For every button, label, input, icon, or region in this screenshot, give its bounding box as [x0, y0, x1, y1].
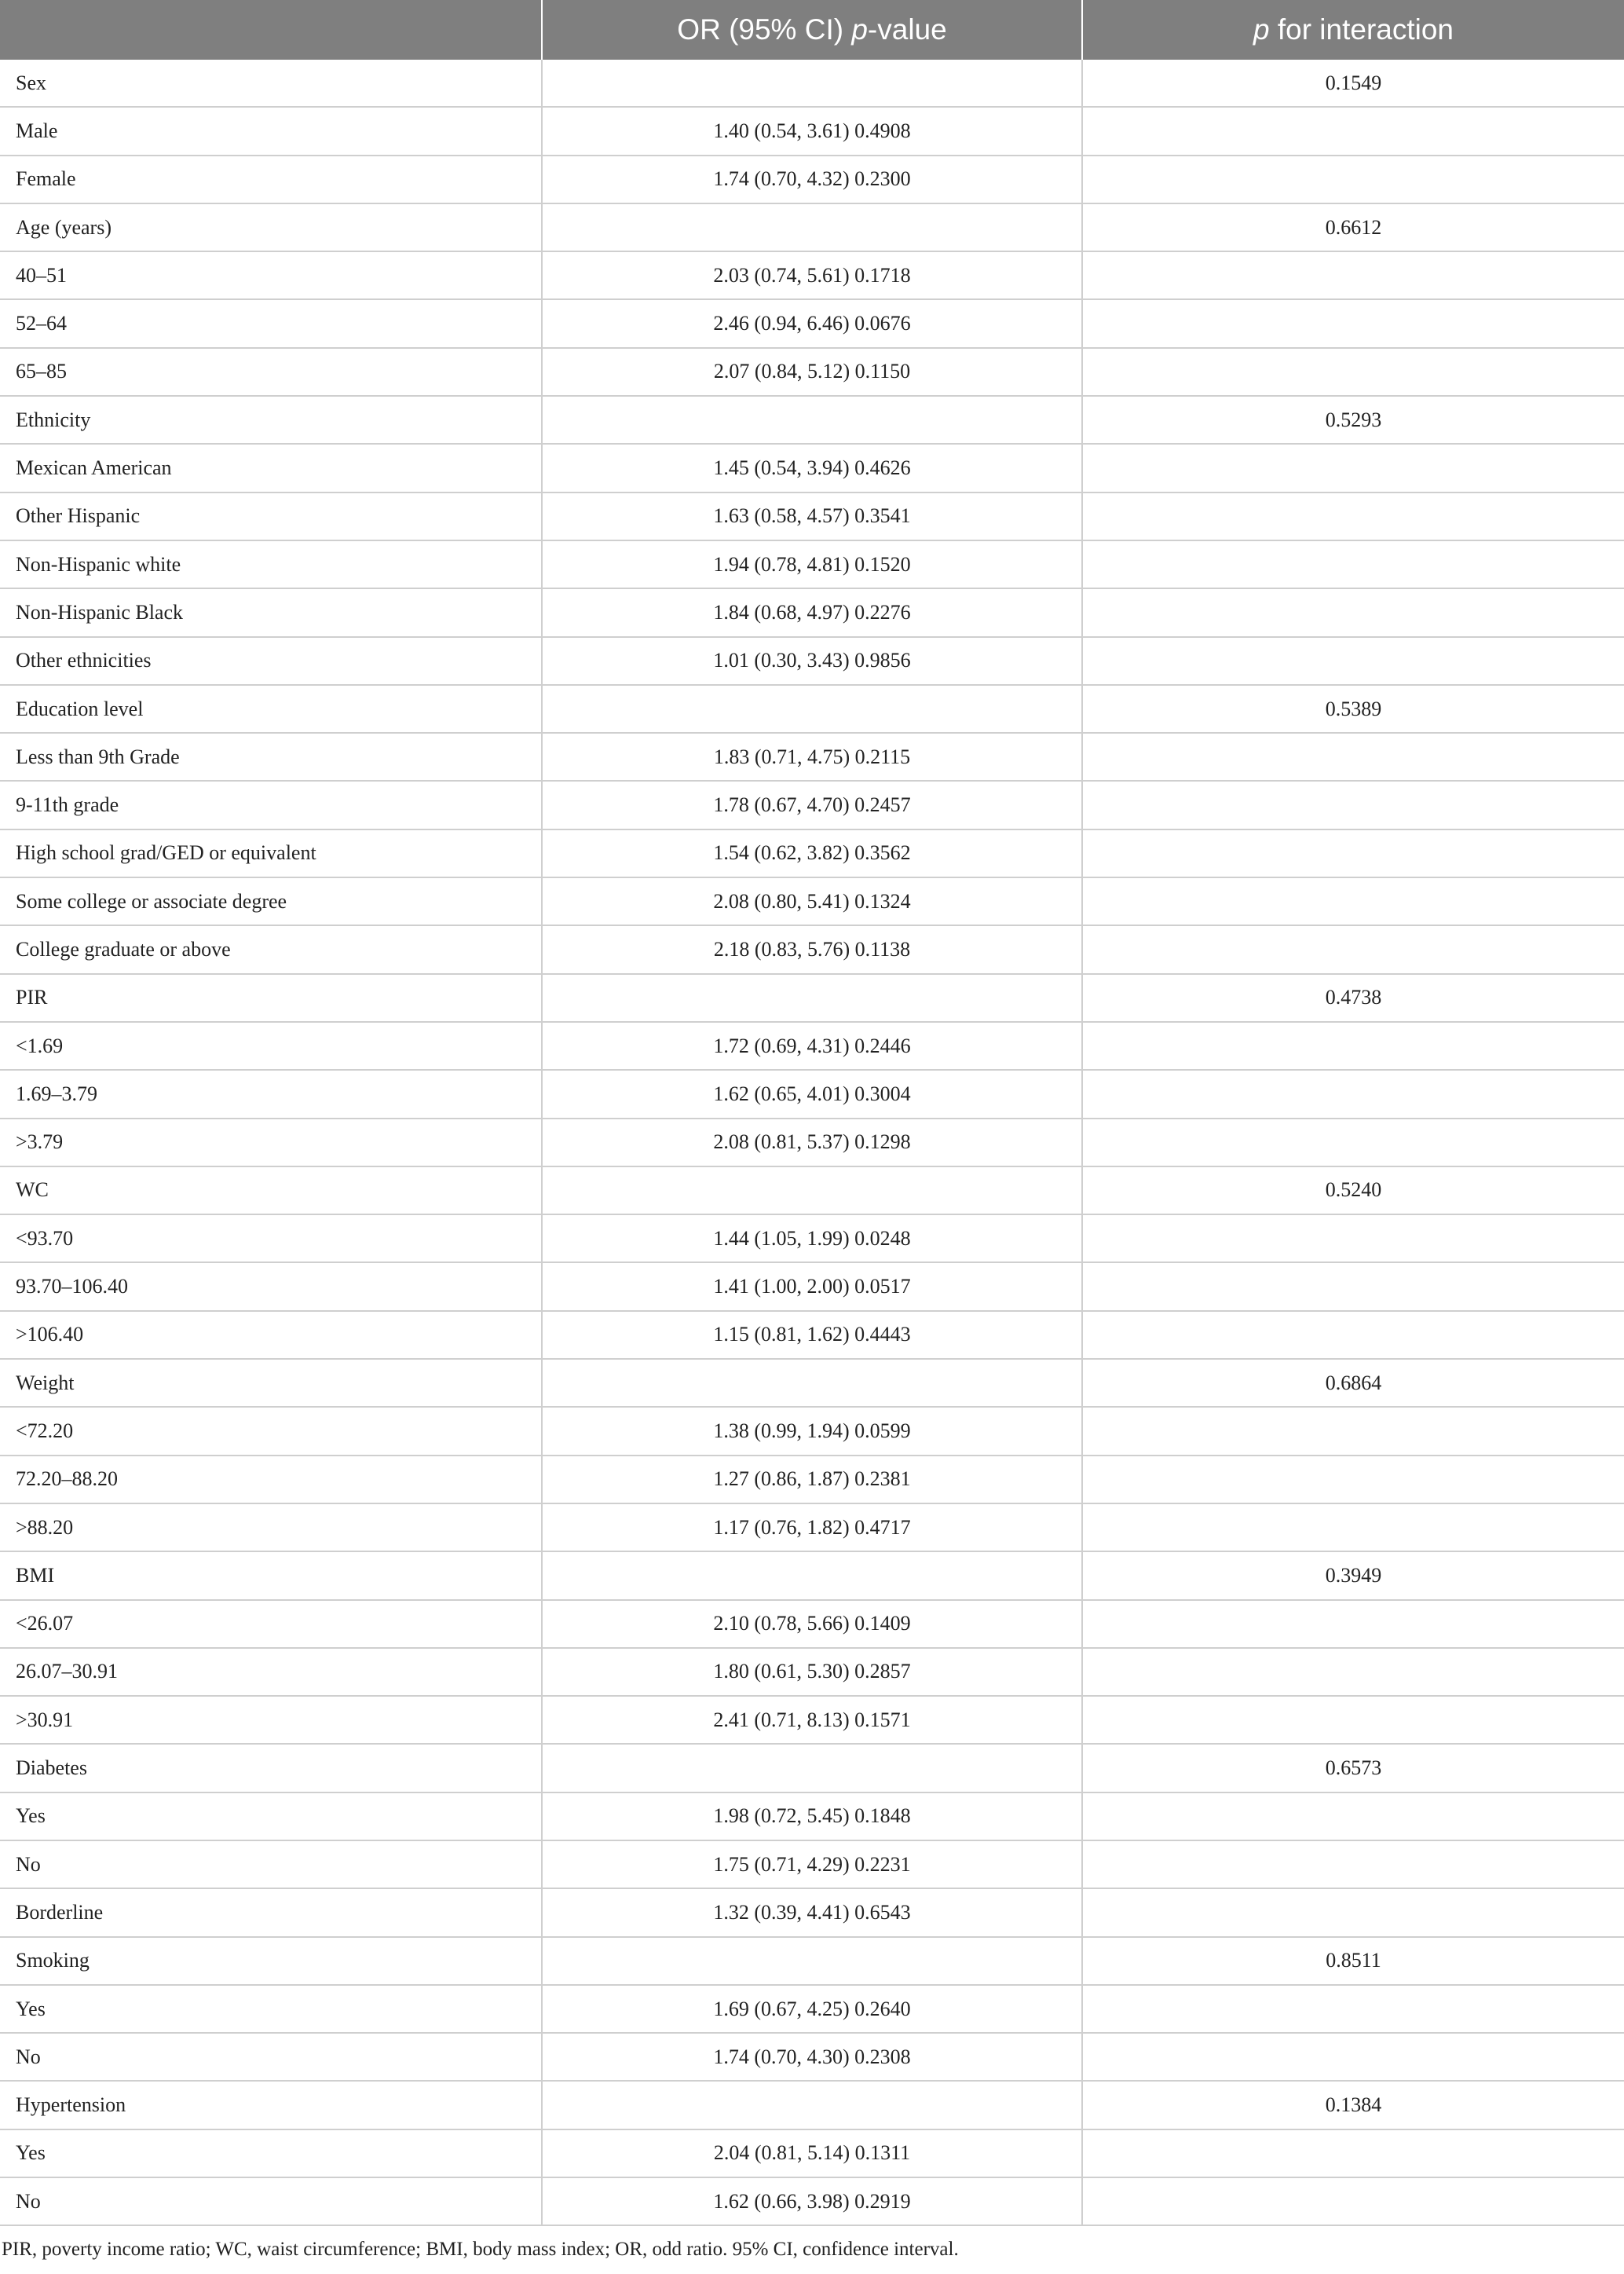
row-or-ci-pvalue: 1.80 (0.61, 5.30) 0.2857 [542, 1648, 1082, 1696]
row-label: >3.79 [0, 1119, 542, 1166]
row-label: 72.20–88.20 [0, 1456, 542, 1503]
row-label: 40–51 [0, 251, 542, 299]
row-p-interaction [1082, 1503, 1624, 1551]
row-p-interaction [1082, 493, 1624, 540]
table-row [0, 2033, 1624, 2081]
row-or-ci-pvalue: 1.62 (0.66, 3.98) 0.2919 [542, 2177, 1082, 2225]
table-body [0, 60, 1624, 2225]
row-label: Male [0, 107, 542, 155]
table-row [0, 1262, 1624, 1310]
row-label: Diabetes [0, 1744, 542, 1792]
table-row [0, 107, 1624, 155]
row-p-interaction [1082, 1792, 1624, 1840]
header-pint-suffix: for interaction [1269, 13, 1454, 46]
table-row [0, 1792, 1624, 1840]
row-label: Borderline [0, 1888, 542, 1936]
row-label: Age (years) [0, 203, 542, 251]
row-label: Sex [0, 60, 542, 107]
row-label: 52–64 [0, 299, 542, 347]
row-p-interaction [1082, 107, 1624, 155]
table-row [0, 1648, 1624, 1696]
row-p-interaction [1082, 1696, 1624, 1744]
row-p-interaction: 0.6573 [1082, 1744, 1624, 1792]
row-label: 65–85 [0, 348, 542, 396]
row-p-interaction [1082, 637, 1624, 685]
row-or-ci-pvalue [542, 396, 1082, 444]
row-label: <1.69 [0, 1022, 542, 1070]
row-label: BMI [0, 1551, 542, 1599]
row-label: PIR [0, 974, 542, 1022]
row-p-interaction [1082, 299, 1624, 347]
table-row [0, 1214, 1624, 1262]
table-row [0, 540, 1624, 588]
row-or-ci-pvalue: 1.75 (0.71, 4.29) 0.2231 [542, 1840, 1082, 1888]
table-row [0, 203, 1624, 251]
row-p-interaction [1082, 1311, 1624, 1359]
row-or-ci-pvalue: 1.84 (0.68, 4.97) 0.2276 [542, 588, 1082, 636]
row-or-ci-pvalue: 1.94 (0.78, 4.81) 0.1520 [542, 540, 1082, 588]
table-footnote: PIR, poverty income ratio; WC, waist circumference; BMI, body mass index; OR, odd ratio. 95% CI, confidence interval. [2, 2239, 959, 2261]
row-or-ci-pvalue: 2.07 (0.84, 5.12) 0.1150 [542, 348, 1082, 396]
row-label: Female [0, 156, 542, 203]
row-p-interaction: 0.6864 [1082, 1359, 1624, 1407]
table-row [0, 1022, 1624, 1070]
row-or-ci-pvalue: 1.40 (0.54, 3.61) 0.4908 [542, 107, 1082, 155]
row-p-interaction [1082, 877, 1624, 925]
table-row [0, 781, 1624, 829]
row-label: No [0, 1840, 542, 1888]
row-or-ci-pvalue: 1.62 (0.65, 4.01) 0.3004 [542, 1070, 1082, 1118]
table-row [0, 2081, 1624, 2129]
row-p-interaction [1082, 1119, 1624, 1166]
row-or-ci-pvalue: 2.46 (0.94, 6.46) 0.0676 [542, 299, 1082, 347]
row-label: 1.69–3.79 [0, 1070, 542, 1118]
row-p-interaction [1082, 1262, 1624, 1310]
row-label: Non-Hispanic white [0, 540, 542, 588]
table-row [0, 685, 1624, 733]
row-or-ci-pvalue: 2.08 (0.81, 5.37) 0.1298 [542, 1119, 1082, 1166]
row-p-interaction: 0.5240 [1082, 1166, 1624, 1214]
table-row [0, 1311, 1624, 1359]
row-label: Less than 9th Grade [0, 733, 542, 781]
row-or-ci-pvalue: 1.72 (0.69, 4.31) 0.2446 [542, 1022, 1082, 1070]
table-row [0, 251, 1624, 299]
row-label: No [0, 2177, 542, 2225]
row-label: <93.70 [0, 1214, 542, 1262]
header-pint-p-italic: p [1253, 13, 1270, 46]
header-or-suffix: -value [867, 13, 947, 46]
header-or-p-italic: p [851, 13, 868, 46]
row-p-interaction: 0.8511 [1082, 1937, 1624, 1985]
table-row [0, 1937, 1624, 1985]
row-p-interaction [1082, 156, 1624, 203]
row-or-ci-pvalue: 1.45 (0.54, 3.94) 0.4626 [542, 444, 1082, 492]
row-or-ci-pvalue: 2.03 (0.74, 5.61) 0.1718 [542, 251, 1082, 299]
table-row [0, 829, 1624, 877]
table-row [0, 493, 1624, 540]
row-p-interaction: 0.1384 [1082, 2081, 1624, 2129]
row-p-interaction [1082, 1840, 1624, 1888]
row-p-interaction [1082, 1022, 1624, 1070]
table-row [0, 348, 1624, 396]
row-or-ci-pvalue: 1.63 (0.58, 4.57) 0.3541 [542, 493, 1082, 540]
row-label: 9-11th grade [0, 781, 542, 829]
row-p-interaction [1082, 1600, 1624, 1648]
row-label: <26.07 [0, 1600, 542, 1648]
table-row [0, 444, 1624, 492]
row-p-interaction [1082, 2177, 1624, 2225]
table-row [0, 396, 1624, 444]
row-p-interaction [1082, 251, 1624, 299]
row-label: Other Hispanic [0, 493, 542, 540]
row-label: Yes [0, 2129, 542, 2177]
row-or-ci-pvalue [542, 1744, 1082, 1792]
row-label: Hypertension [0, 2081, 542, 2129]
row-p-interaction [1082, 733, 1624, 781]
table-row [0, 1888, 1624, 1936]
row-or-ci-pvalue: 1.78 (0.67, 4.70) 0.2457 [542, 781, 1082, 829]
row-or-ci-pvalue: 1.83 (0.71, 4.75) 0.2115 [542, 733, 1082, 781]
table-row [0, 1696, 1624, 1744]
row-p-interaction [1082, 540, 1624, 588]
table-row [0, 637, 1624, 685]
header-row [0, 0, 1624, 60]
table-row [0, 60, 1624, 107]
table-row [0, 156, 1624, 203]
row-label: No [0, 2033, 542, 2081]
row-label: Mexican American [0, 444, 542, 492]
row-p-interaction: 0.6612 [1082, 203, 1624, 251]
table-row [0, 1070, 1624, 1118]
row-or-ci-pvalue [542, 1551, 1082, 1599]
table-row [0, 733, 1624, 781]
row-p-interaction [1082, 1407, 1624, 1455]
table-row [0, 974, 1624, 1022]
row-p-interaction [1082, 1888, 1624, 1936]
row-or-ci-pvalue: 2.04 (0.81, 5.14) 0.1311 [542, 2129, 1082, 2177]
header-or-ci-pvalue [542, 0, 1082, 60]
row-label: <72.20 [0, 1407, 542, 1455]
row-or-ci-pvalue: 1.44 (1.05, 1.99) 0.0248 [542, 1214, 1082, 1262]
row-p-interaction [1082, 1070, 1624, 1118]
row-or-ci-pvalue: 1.01 (0.30, 3.43) 0.9856 [542, 637, 1082, 685]
row-or-ci-pvalue: 1.98 (0.72, 5.45) 0.1848 [542, 1792, 1082, 1840]
table-row [0, 1166, 1624, 1214]
row-or-ci-pvalue: 2.10 (0.78, 5.66) 0.1409 [542, 1600, 1082, 1648]
table-row [0, 1600, 1624, 1648]
row-or-ci-pvalue: 1.27 (0.86, 1.87) 0.2381 [542, 1456, 1082, 1503]
table-row [0, 1119, 1624, 1166]
table-row [0, 1359, 1624, 1407]
row-label: >30.91 [0, 1696, 542, 1744]
row-or-ci-pvalue [542, 974, 1082, 1022]
row-label: Yes [0, 1985, 542, 2033]
header-or-prefix: OR (95% CI) [677, 13, 852, 46]
row-label: High school grad/GED or equivalent [0, 829, 542, 877]
table-row [0, 1407, 1624, 1455]
table-row [0, 1744, 1624, 1792]
row-or-ci-pvalue [542, 1359, 1082, 1407]
row-or-ci-pvalue: 1.74 (0.70, 4.30) 0.2308 [542, 2033, 1082, 2081]
table-header [0, 0, 1624, 60]
row-or-ci-pvalue: 1.69 (0.67, 4.25) 0.2640 [542, 1985, 1082, 2033]
row-label: >106.40 [0, 1311, 542, 1359]
row-p-interaction: 0.3949 [1082, 1551, 1624, 1599]
row-or-ci-pvalue [542, 203, 1082, 251]
row-p-interaction [1082, 444, 1624, 492]
table-row [0, 877, 1624, 925]
row-or-ci-pvalue: 2.18 (0.83, 5.76) 0.1138 [542, 925, 1082, 973]
row-or-ci-pvalue: 1.17 (0.76, 1.82) 0.4717 [542, 1503, 1082, 1551]
row-p-interaction [1082, 2129, 1624, 2177]
row-or-ci-pvalue: 1.54 (0.62, 3.82) 0.3562 [542, 829, 1082, 877]
row-p-interaction [1082, 925, 1624, 973]
table-row [0, 1503, 1624, 1551]
table-row [0, 2177, 1624, 2225]
table-row [0, 925, 1624, 973]
row-p-interaction: 0.5293 [1082, 396, 1624, 444]
row-label: Weight [0, 1359, 542, 1407]
row-label: 93.70–106.40 [0, 1262, 542, 1310]
row-label: WC [0, 1166, 542, 1214]
row-p-interaction [1082, 829, 1624, 877]
row-label: Other ethnicities [0, 637, 542, 685]
row-p-interaction: 0.4738 [1082, 974, 1624, 1022]
row-p-interaction [1082, 1648, 1624, 1696]
row-label: Non-Hispanic Black [0, 588, 542, 636]
row-or-ci-pvalue: 1.15 (0.81, 1.62) 0.4443 [542, 1311, 1082, 1359]
row-label: >88.20 [0, 1503, 542, 1551]
row-label: Smoking [0, 1937, 542, 1985]
header-subgroup [0, 0, 542, 60]
row-or-ci-pvalue [542, 685, 1082, 733]
row-p-interaction [1082, 2033, 1624, 2081]
row-or-ci-pvalue [542, 1166, 1082, 1214]
row-or-ci-pvalue [542, 1937, 1082, 1985]
row-or-ci-pvalue: 1.38 (0.99, 1.94) 0.0599 [542, 1407, 1082, 1455]
row-label: Some college or associate degree [0, 877, 542, 925]
table-row [0, 588, 1624, 636]
table-row [0, 1551, 1624, 1599]
row-p-interaction [1082, 1214, 1624, 1262]
row-p-interaction [1082, 1985, 1624, 2033]
row-or-ci-pvalue [542, 2081, 1082, 2129]
table-row [0, 1985, 1624, 2033]
row-label: 26.07–30.91 [0, 1648, 542, 1696]
row-p-interaction: 0.1549 [1082, 60, 1624, 107]
table-row [0, 1840, 1624, 1888]
row-p-interaction [1082, 588, 1624, 636]
row-or-ci-pvalue: 2.41 (0.71, 8.13) 0.1571 [542, 1696, 1082, 1744]
row-or-ci-pvalue: 2.08 (0.80, 5.41) 0.1324 [542, 877, 1082, 925]
row-or-ci-pvalue: 1.41 (1.00, 2.00) 0.0517 [542, 1262, 1082, 1310]
row-label: Ethnicity [0, 396, 542, 444]
row-p-interaction: 0.5389 [1082, 685, 1624, 733]
row-p-interaction [1082, 781, 1624, 829]
row-or-ci-pvalue: 1.32 (0.39, 4.41) 0.6543 [542, 1888, 1082, 1936]
header-p-interaction [1082, 0, 1624, 60]
table-row [0, 1456, 1624, 1503]
row-or-ci-pvalue [542, 60, 1082, 107]
row-label: Yes [0, 1792, 542, 1840]
row-p-interaction [1082, 1456, 1624, 1503]
row-p-interaction [1082, 348, 1624, 396]
row-or-ci-pvalue: 1.74 (0.70, 4.32) 0.2300 [542, 156, 1082, 203]
table-row [0, 2129, 1624, 2177]
row-label: College graduate or above [0, 925, 542, 973]
table-row [0, 299, 1624, 347]
row-label: Education level [0, 685, 542, 733]
